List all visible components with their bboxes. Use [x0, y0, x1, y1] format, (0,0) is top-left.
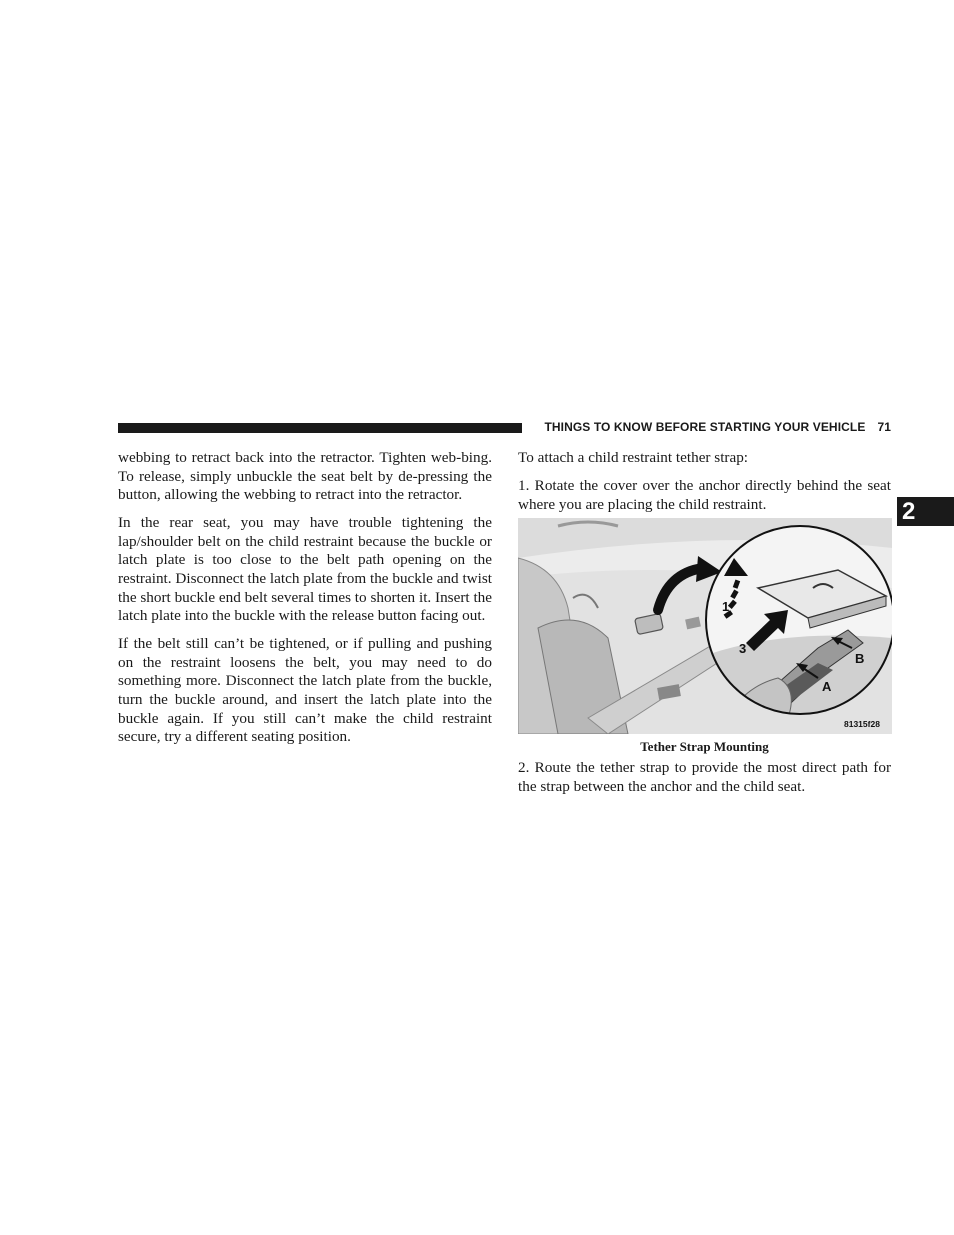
- figure-caption: Tether Strap Mounting: [640, 739, 769, 754]
- header-rule: [118, 423, 522, 433]
- paragraph: webbing to retract back into the retractor. Tighten web-bing. To release, simply unbuckle the seat belt by de-pressing the button, allowing the webbing to retract into the retractor.: [118, 449, 492, 504]
- step-2-text: 2. Route the tether strap to provide the most direct path for the strap between the anchor and the child seat.: [518, 759, 891, 795]
- paragraph: If the belt still can’t be tightened, or if pulling and pushing on the restraint loosens the belt, you may need to do something more. Disconnect the latch plate from the buckle, turn the buckle around, and insert the latch plate into the buckle again. If you still can’t make the child restraint secure, try a different seating position.: [118, 635, 492, 746]
- chapter-tab: 2: [897, 497, 954, 526]
- label-3: 3: [739, 641, 747, 656]
- right-column-bottom: [518, 759, 891, 806]
- figure-code: 81315f28: [844, 719, 880, 729]
- step-1-text: 1. Rotate the cover over the anchor directly behind the seat where you are placing the child restraint.: [518, 476, 891, 513]
- right-column-top: [518, 449, 891, 524]
- tether-strap-illustration: [518, 518, 892, 734]
- running-header: [533, 420, 891, 434]
- label-a: A: [822, 679, 832, 694]
- label-1: 1: [722, 599, 730, 614]
- intro-text: To attach a child restraint tether strap:: [518, 449, 749, 466]
- illustration-svg: [518, 518, 892, 734]
- page-number: 71: [877, 420, 891, 434]
- section-title: THINGS TO KNOW BEFORE STARTING YOUR VEHICLE: [544, 420, 866, 434]
- label-b: B: [855, 651, 865, 666]
- paragraph: In the rear seat, you may have trouble tightening the lap/shoulder belt on the child restraint because the buckle or latch plate is too close to the belt path opening on the restraint. Disconnect the latch plate from the buckle and twist the short buckle end belt several times to shorten it. Insert the latch plate into the buckle with the release button facing out.: [118, 514, 492, 625]
- left-column: [118, 449, 492, 756]
